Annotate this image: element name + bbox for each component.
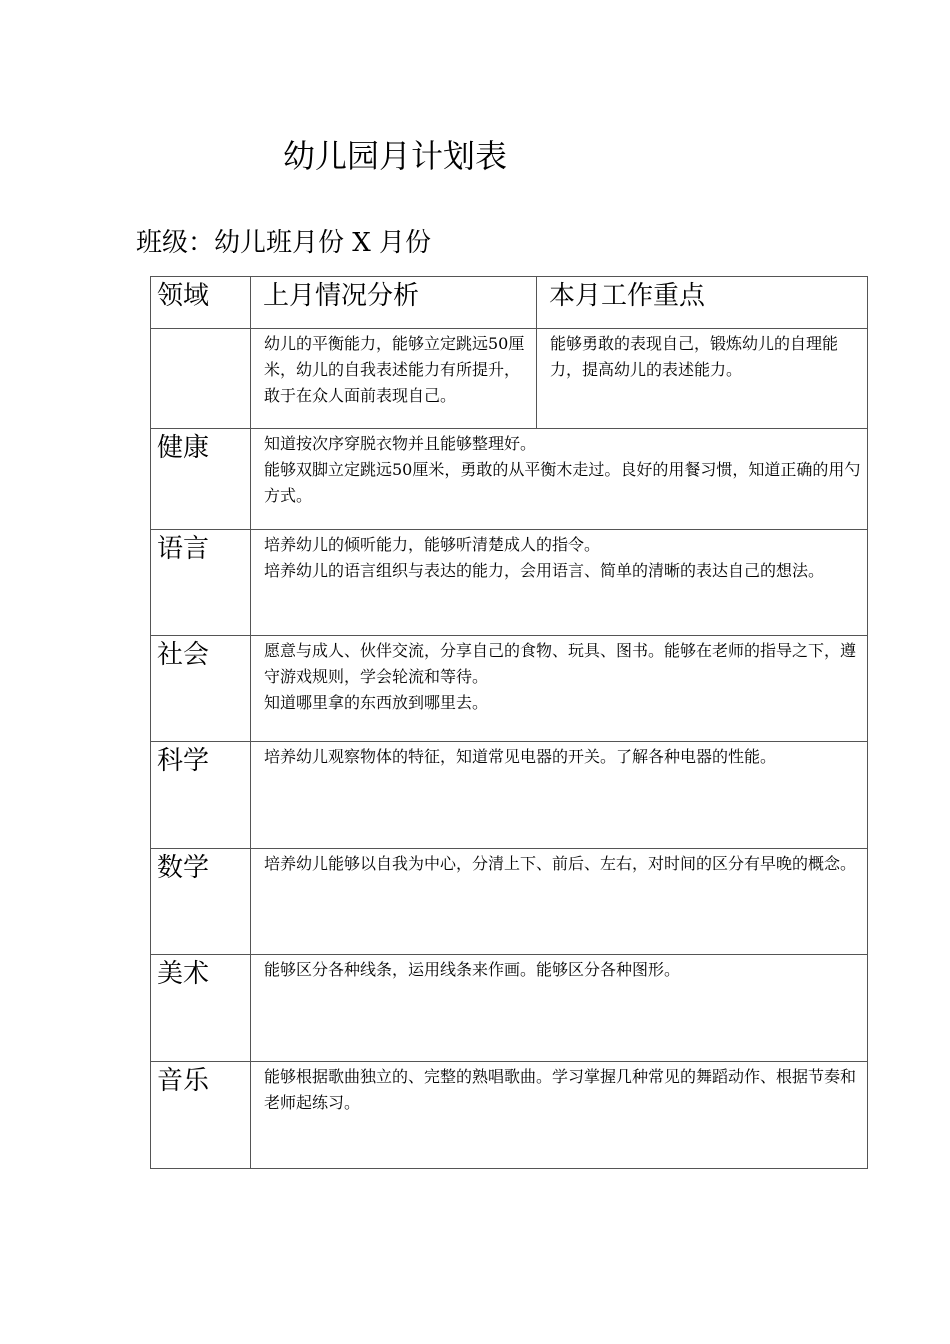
table-row bbox=[151, 1062, 868, 1169]
content-line: 愿意与成人、伙伴交流，分享自己的食物、玩具、图书。能够在老师的指导之下，遵守游戏规则，学会轮流和等待。 bbox=[264, 641, 857, 686]
content-line: 知道按次序穿脱衣物并且能够整理好。 bbox=[264, 434, 537, 453]
domain-art: 美术 bbox=[151, 955, 251, 1062]
class-info: 班级：幼儿班月份 X 月份 bbox=[136, 228, 432, 258]
table-row bbox=[151, 849, 868, 955]
content-line: 知道哪里拿的东西放到哪里去。 bbox=[264, 693, 489, 712]
table-header-row bbox=[151, 277, 868, 329]
domain-language: 语言 bbox=[151, 530, 251, 636]
summary-domain bbox=[151, 329, 251, 429]
content-line: 能够双脚立定跳远50厘米，勇敢的从平衡木走过。良好的用餐习惯，知道正确的用勺方式。 bbox=[264, 460, 861, 505]
content-line: 培养幼儿的语言组织与表达的能力，会用语言、简单的清晰的表达自己的想法。 bbox=[264, 561, 825, 580]
header-last-month-analysis: 上月情况分析 bbox=[251, 277, 537, 329]
content-line: 培养幼儿观察物体的特征，知道常见电器的开关。了解各种电器的性能。 bbox=[264, 747, 777, 766]
domain-content bbox=[251, 530, 868, 636]
content-line: 能够区分各种线条，运用线条来作画。能够区分各种图形。 bbox=[264, 960, 681, 979]
page-title: 幼儿园月计划表 bbox=[283, 137, 508, 175]
domain-math: 数学 bbox=[151, 849, 251, 955]
domain-music: 音乐 bbox=[151, 1062, 251, 1169]
table-row bbox=[151, 955, 868, 1062]
table-row bbox=[151, 742, 868, 849]
summary-row bbox=[151, 329, 868, 429]
domain-content bbox=[251, 429, 868, 530]
domain-content bbox=[251, 742, 868, 849]
table-row bbox=[151, 429, 868, 530]
header-this-month-focus: 本月工作重点 bbox=[537, 277, 868, 329]
table-row bbox=[151, 636, 868, 742]
content-line: 培养幼儿的倾听能力，能够听清楚成人的指令。 bbox=[264, 535, 601, 554]
domain-content bbox=[251, 849, 868, 955]
last-month-analysis: 幼儿的平衡能力，能够立定跳远50厘米，幼儿的自我表述能力有所提升，敢于在众人面前表现自己。 bbox=[251, 329, 537, 429]
domain-content bbox=[251, 1062, 868, 1169]
domain-health: 健康 bbox=[151, 429, 251, 530]
table-row bbox=[151, 530, 868, 636]
header-domain: 领域 bbox=[151, 277, 251, 329]
domain-content bbox=[251, 636, 868, 742]
domain-content bbox=[251, 955, 868, 1062]
content-line: 培养幼儿能够以自我为中心，分清上下、前后、左右，对时间的区分有早晚的概念。 bbox=[264, 854, 857, 873]
monthly-plan-table bbox=[150, 276, 868, 1169]
content-line: 能够根据歌曲独立的、完整的熟唱歌曲。学习掌握几种常见的舞蹈动作、根据节奏和老师起练习。 bbox=[264, 1067, 857, 1112]
this-month-focus: 能够勇敢的表现自己，锻炼幼儿的自理能力，提高幼儿的表述能力。 bbox=[537, 329, 868, 429]
domain-science: 科学 bbox=[151, 742, 251, 849]
domain-society: 社会 bbox=[151, 636, 251, 742]
